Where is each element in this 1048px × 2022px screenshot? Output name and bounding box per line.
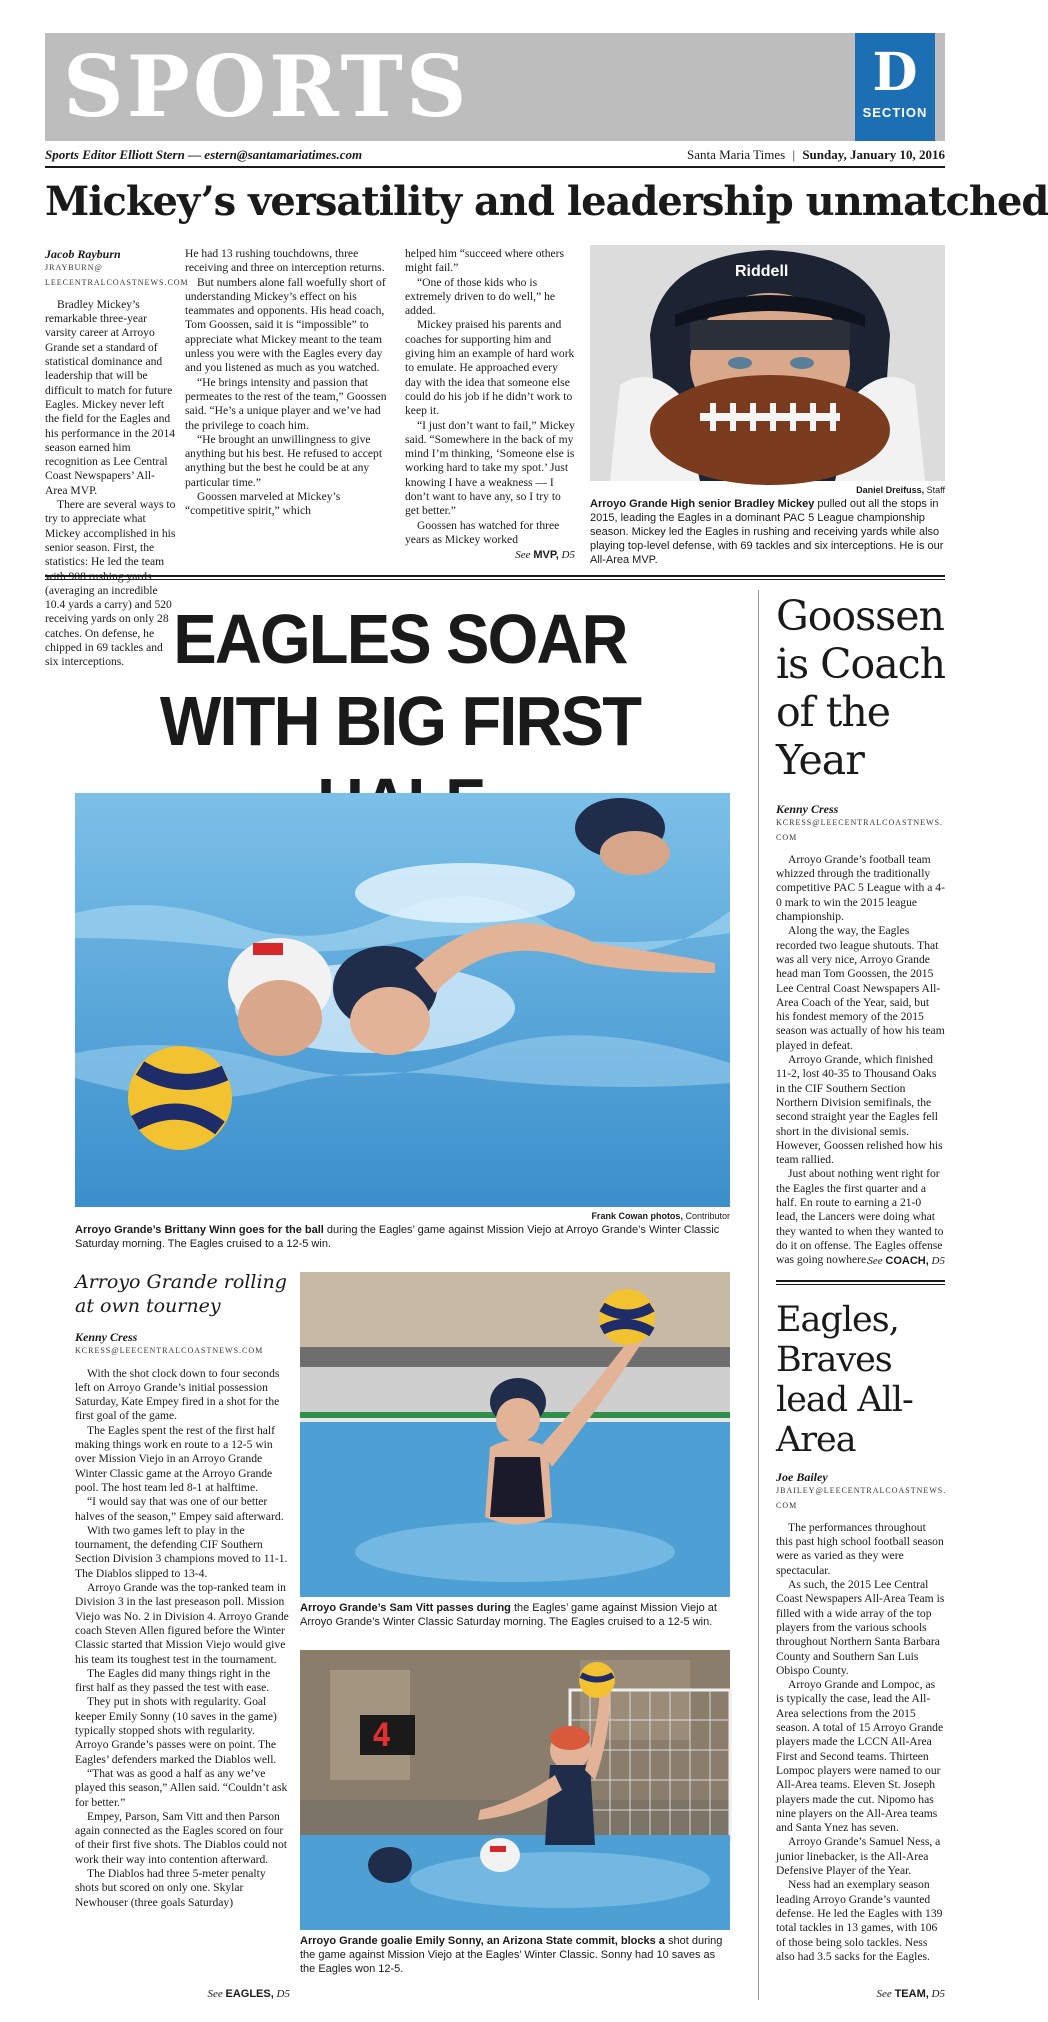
story1-col2-paragraph: “He brings intensity and passion that permeates to the rest of the team,” Goossen said. “He’s a unique player and we’ve had the privilege to coach him.	[185, 375, 387, 432]
jump-page: D5	[276, 1988, 290, 2000]
sidebar1-paragraph: Just about nothing went right for the Eagles the first quarter and a half. En route to earning a 21-0 lead, the Lancers were doing what they wanted to when they wanted to do it on offense. The Eagles offense was going nowhere.	[776, 1167, 944, 1267]
story3-paragraph: The Diablos had three 5-meter penalty shots but scored on only one. Skylar Newhouser (three goals Saturday)	[75, 1866, 266, 1909]
main-photo-credit	[75, 1211, 730, 1221]
sidebar-divider	[776, 1280, 945, 1282]
story1-col2-paragraph: Goossen marveled at Mickey’s “competitive spirit,” which	[185, 490, 341, 518]
story3-jump-line[interactable]	[75, 1988, 290, 2000]
editor-line: Sports Editor Elliott Stern — estern@santamariatimes.com	[45, 147, 363, 162]
mickey-photo-caption	[590, 497, 945, 567]
caption-rest: shot during the game against Mission Viejo at the Eagles’ Winter Classic. Sonny had 10 saves as the Eagles won 12-5.	[300, 1935, 723, 1975]
water-polo-main-photo	[75, 793, 730, 1207]
story3-paragraph: With two games left to play in the tournament, the defending CIF Southern Section Division 3 champions moved to 11-1. The Diablos slipped to 13-4.	[75, 1523, 288, 1580]
sam-vitt-caption	[300, 1601, 730, 1629]
story1-col1-paragraph: There are several ways to try to appreciate what Mickey accomplished in his senior season. First, the statistics: He led the team (averaging an incredible 10.4 yards a carry) and 520 receiving yards on only 28 catches. On defense, he chipped in 69 tackles and six interceptions.	[45, 498, 176, 669]
story1-col2-paragraph: “He brought an unwillingness to give anything but his best. He refused to accept anything but the best he could be at any particular time.”	[185, 432, 383, 489]
story1-col3-paragraph: Goossen has watched for three years as Mickey worked	[405, 518, 560, 546]
credit-name: Frank Cowan photos,	[591, 1211, 683, 1221]
jump-page: D5	[931, 1988, 945, 2000]
dateline-separator: |	[792, 147, 796, 162]
story1-column-3	[405, 247, 575, 546]
story3-column	[75, 1330, 290, 1985]
caption-rest: the Eagles’ game against Mission Viejo at Arroyo Grande’s Winter Classic Saturday morning. The Eagles cruised to a 12-5 win.	[300, 1602, 717, 1628]
caption-rest: during the Eagles’ game against Mission Viejo at Arroyo Grande’s Winter Classic Saturday morning. The Eagles cruised to a 12-5 win.	[75, 1224, 720, 1250]
jump-target: MVP,	[533, 549, 559, 561]
story3-paragraph: They put in shots with regularity. Goal keeper Emily Sonny (10 saves in the game) typically stopped shots with regularity. Arroyo Grande’s passes were on point. The Eagles’ defenders marked the Diablos well.	[75, 1695, 277, 1766]
sidebar1-headline: Goossen is Coach of the Year	[776, 592, 946, 784]
story1-headline: Mickey’s versatility and leadership unmatched	[45, 178, 1048, 225]
jump-target: COACH,	[885, 1255, 929, 1267]
story1-col3-paragraph: helped him “succeed where others might fail.”	[405, 247, 565, 275]
story1-col1-paragraph: Bradley Mickey’s remarkable three-year varsity career at Arroyo Grande set a standard of statistical dominance and leadership that will be difficult to match for future Eagles. Mickey never left the field for the Eagles and his performance in the 2014 season earned him recognition as Lee Central Coast Newspapers’ All-Area MVP.	[45, 297, 176, 497]
jump-target: EAGLES,	[225, 1988, 274, 2000]
story1-col3-paragraph: “One of those kids who is extremely driven to do well,” he added.	[405, 275, 556, 318]
jump-prefix: See	[876, 1988, 892, 2000]
column-divider	[758, 590, 759, 2000]
sidebar2-paragraph: Arroyo Grande and Lompoc, as is typically the case, lead the All-Area selections from the 2015 season. A total of 15 Arroyo Grande players made the LCCN All-Area First and Second teams. Thirteen Lompoc players were named to our All-Area teams. Eleven St. Joseph players made the cut. Nipomo has nine players on the All-Area teams and Santa Ynez has seven.	[776, 1678, 944, 1835]
sidebar1-byline-name: Kenny Cress	[776, 802, 839, 816]
story1-col2-paragraph: He had 13 rushing touchdowns, three receiving and three on interception returns.	[185, 247, 385, 275]
story1-byline-name: Jacob Rayburn	[45, 247, 121, 261]
scoreboard-digit: 4	[372, 1716, 392, 1754]
sidebar1-byline-email: KCRESS@LEECENTRALCOASTNEWS. COM	[776, 818, 944, 842]
jump-prefix: See	[515, 549, 531, 561]
sidebar2-byline-name: Joe Bailey	[776, 1470, 828, 1484]
caption-bold: Arroyo Grande High senior Bradley Mickey	[590, 498, 815, 510]
section-letter: D	[872, 42, 918, 103]
mickey-photo	[590, 245, 945, 481]
main-photo-caption	[75, 1223, 730, 1251]
section-badge	[855, 33, 935, 141]
sidebar2-byline-email: JBAILEY@LEECENTRALCOASTNEWS. COM	[776, 1486, 947, 1510]
goalie-photo	[300, 1650, 730, 1930]
section-title: SPORTS	[63, 37, 470, 136]
sidebar1-paragraph: Arroyo Grande, which finished 11-2, lost 40-35 to Thousand Oaks in the CIF Southern Section Northern Division semifinals, the second straight year the Eagles fell short in the divisional semis. However, Goossen relished how his team rallied.	[776, 1053, 943, 1167]
sidebar2-headline: Eagles, Braves lead All-Area	[776, 1300, 913, 1460]
caption-bold: Arroyo Grande’s Sam Vitt passes during	[300, 1602, 511, 1614]
helmet-logo-text: Riddell	[735, 263, 789, 280]
story3-headline: Arroyo Grande rolling at own tourney	[75, 1271, 287, 1317]
story3-byline-email: KCRESS@LEECENTRALCOASTNEWS.COM	[75, 1346, 264, 1356]
issue-date: Sunday, January 10, 2016	[802, 147, 945, 162]
story3-paragraph: The Eagles spent the rest of the first half making things work en route to a 12-5 win over Mission Viejo in an Arroyo Grande Winter Classic game at the Arroyo Grande pool. The host team led 8-1 at halftime.	[75, 1423, 276, 1494]
sidebar2-jump-line[interactable]	[776, 1988, 945, 2000]
jump-prefix: See	[207, 1988, 223, 2000]
main-headline-line-2: WITH BIG FIRST	[159, 682, 641, 760]
caption-bold: Arroyo Grande goalie Emily Sonny, an Arizona State commit, blocks a	[300, 1935, 665, 1947]
jump-target: TEAM,	[894, 1988, 929, 2000]
credit-role: Contributor	[685, 1211, 730, 1221]
story3-paragraph: The Eagles did many things right in the first half as they passed the test with ease.	[75, 1666, 271, 1695]
jump-page: D5	[931, 1255, 945, 1267]
caption-rest: pulled out all the stops in 2015, leading the Eagles in a dominant PAC 5 League championship season. Mickey led the Eagles in rushing and receiving yards while also playing top-level defense, with 69 tackles and six interceptions. He is our All-Area MVP.	[590, 498, 944, 566]
section-divider	[45, 575, 945, 577]
story1-column-2	[185, 247, 395, 552]
sidebar2-paragraph: The performances throughout this past high school football season were as varied as they were spectacular.	[776, 1520, 944, 1577]
top-rule	[45, 166, 945, 168]
story1-column-1	[45, 247, 189, 669]
section-word: SECTION	[862, 105, 928, 120]
caption-bold: Arroyo Grande’s Brittany Winn goes for the ball	[75, 1224, 324, 1236]
story1-col3-paragraph: Mickey praised his parents and coaches for supporting him and giving him an example of hard work to emulate. He approached every day with the idea that someone else could do his job if he didn’t work to keep it.	[405, 318, 575, 418]
masthead-banner	[45, 33, 945, 141]
story3-paragraph: “That was as good a half as any we’ve played this season,” Allen said. “Couldn’t ask for better.”	[75, 1766, 288, 1809]
mickey-photo-credit	[590, 485, 945, 495]
sidebar2-column	[776, 1470, 945, 1970]
credit-role: Staff	[926, 485, 945, 495]
dateline	[687, 147, 945, 163]
story1-col3-paragraph: “I just don’t want to fail,” Mickey said. “Somewhere in the back of my mind I’m thinking, ‘Someone else is working hard to take my spot.’ Just knowing I have a weakness — I don’t want to have any, so I try to get better.”	[405, 418, 575, 518]
story3-paragraph: Arroyo Grande was the top-ranked team in Division 3 in the last preseason poll. Mission Viejo was No. 2 in Division 4. Arroyo Grande coach Steven Allen figured before the Winter Classic started that Mission Viejo would give his team its toughest test in the tournament.	[75, 1581, 289, 1666]
story3-paragraph: Empey, Parson, Sam Vitt and then Parson again connected as the Eagles scored on four of their first five shots. The Diablos could not work their way into contention afterward.	[75, 1809, 287, 1866]
story3-paragraph: With the shot clock down to four seconds left on Arroyo Grande’s initial possession Saturday, Kate Empey fired in a shot for the first goal of the game.	[75, 1366, 280, 1423]
sidebar1-paragraph: Along the way, the Eagles recorded two league shutouts. That was all very nice, Arroyo Grande head man Tom Goossen, the 2015 Lee Central Coast Newspapers All-Area Coach of the Year, said, but his fondest memory of the 2015 season was actually of how his team played in defeat.	[776, 924, 945, 1052]
credit-name: Daniel Dreifuss,	[856, 485, 925, 495]
sidebar-divider-thin	[776, 1284, 945, 1285]
sam-vitt-photo	[300, 1272, 730, 1597]
sidebar1-paragraph: Arroyo Grande’s football team whizzed through the traditionally competitive PAC 5 League with a 4-0 mark to win the 2015 league championship.	[776, 852, 945, 924]
section-divider-thin	[45, 579, 945, 580]
main-headline-line-1: EAGLES SOAR	[173, 600, 627, 678]
jump-page: D5	[561, 549, 575, 561]
story1-byline-email: JRAYBURN@ LEECENTRALCOASTNEWS.COM	[45, 263, 189, 287]
paper-name: Santa Maria Times	[686, 147, 786, 162]
sidebar1-jump-line[interactable]	[776, 1255, 945, 1267]
story1-col2-paragraph: But numbers alone fall woefully short of understanding Mickey’s effect on his teammates and opponents. His head coach, Tom Goossen, said it is “impossible” to appreciate what Mickey meant to the team unless you were with the Eagles every day and you listened as much as you watched.	[185, 275, 386, 375]
sidebar2-paragraph: Arroyo Grande’s Samuel Ness, a junior linebacker, is the All-Area Defensive Player of the Year.	[776, 1835, 941, 1878]
sidebar2-paragraph: Ness had an exemplary season leading Arroyo Grande’s vaunted defense. He led the Eagles with 139 total tackles in 13 games, with 106 of those being solo tackles. Ness also had 3.5 sacks for the Eagles.	[776, 1878, 943, 1963]
jump-prefix: See	[867, 1255, 883, 1267]
goalie-caption	[300, 1934, 730, 1976]
sidebar2-paragraph: As such, the 2015 Lee Central Coast Newspapers All-Area Team is filled with a wide array of the top players from the various schools throughout Northern Santa Barbara County and Southern San Luis Obispo County.	[776, 1578, 945, 1677]
story3-byline-name: Kenny Cress	[75, 1330, 138, 1344]
story1-jump-line[interactable]	[405, 549, 575, 561]
story3-paragraph: “I would say that was one of our better halves of the season,” Empey said afterward.	[75, 1495, 284, 1523]
